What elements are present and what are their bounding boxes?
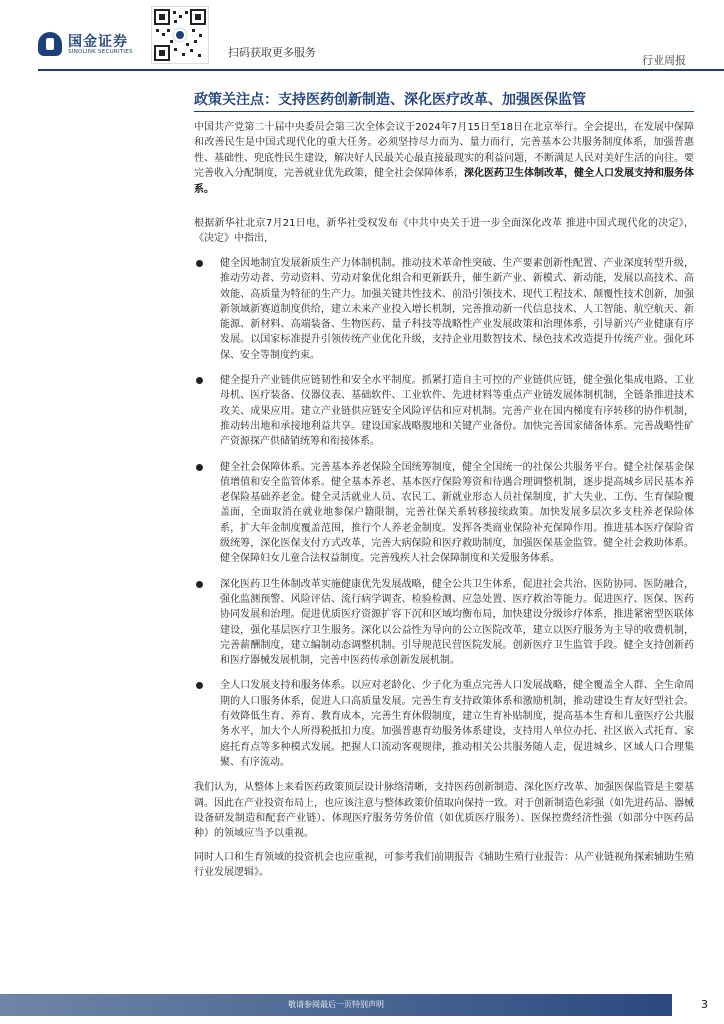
page-header bbox=[0, 0, 724, 72]
page-footer bbox=[0, 994, 724, 1024]
list-item: 健全提升产业链供应链韧性和安全水平制度。抓紧打造自主可控的产业链供应链，健全强化集成电路、工业母机、医疗装备、仪器仪表、基础软件、工业软件、先进材料等重点产业链发展体制机制，全链条推进技术攻关、成果应用。建立产业链供应链安全风险评估和应对机制。完善产业在国内梯度有序转移的协作机制，推动转出地和承接地利益共享。建设国家战略腹地和关键产业备份。加快完善国家储备体系。完善战略性矿产资源探产供储销统筹和衔接体系。 bbox=[194, 373, 694, 449]
intro-emphasis: 深化医药卫生体制改革，健全人口发展支持和服务体系。 bbox=[194, 168, 694, 195]
source-paragraph: 根据新华社北京7月21日电，新华社受权发布《中共中央关于进一步全面深化改革 推进中国式现代化的决定》，《决定》中指出， bbox=[194, 218, 694, 245]
header-divider bbox=[38, 69, 724, 71]
list-item: 健全社会保障体系。完善基本养老保险全国统筹制度，健全全国统一的社保公共服务平台。健全社保基金保值增值和安全监管体系。健全基本养老、基本医疗保险筹资和待遇合理调整机制，逐步提高城乡居民基本养老保险基础养老金。健全灵活就业人员、农民工、新就业形态人员社保制度，扩大失业、工伤、生育保险覆盖面，全面取消在就业地参保户籍限制，完善社保关系转移接续政策。加快发展多层次多支柱养老保险体系，扩大年金制度覆盖范围，推行个人养老金制度。发挥各类商业保险补充保障作用。推进基本医疗保险省级统筹，深化医保支付方式改革，完善大病保险和医疗救助制度，加强医保基金监管。健全社会救助体系。健全保障妇女儿童合法权益制度。完善残疾人社会保障制度和关爱服务体系。 bbox=[194, 460, 694, 567]
qr-code-icon bbox=[151, 6, 209, 64]
list-item: 深化医药卫生体制改革实施健康优先发展战略，健全公共卫生体系，促进社会共治、医防协同、医防融合，强化监测预警、风险评估、流行病学调查、检验检测、应急处置、医疗救治等能力。促进医疗、医保、医药协同发展和治理。促进优质医疗资源扩容下沉和区域均衡布局，加快建设分级诊疗体系，推进紧密型医联体建设，强化基层医疗卫生服务。深化以公益性为导向的公立医院改革，建立以医疗服务为主导的收费机制，完善薪酬制度，建立编制动态调整机制。引导规范民营医院发展。创新医疗卫生监管手段。健全支持创新药和医疗器械发展机制，完善中医药传承创新发展机制。 bbox=[194, 577, 694, 669]
policy-bullet-list bbox=[194, 256, 694, 770]
section-title: 政策关注点：支持医药创新制造、深化医疗改革、加强医保监管 bbox=[194, 92, 586, 108]
list-item: 健全因地制宜发展新质生产力体制机制。推动技术革命性突破、生产要素创新性配置、产业深度转型升级，推动劳动者、劳动资料、劳动对象优化组合和更新跃升，催生新产业、新模式、新动能，发展以高技术、高效能、高质量为特征的生产力。加强关键共性技术、前沿引领技术、现代工程技术、颠覆性技术创新，加强新领域新赛道制度供给，建立未来产业投入增长机制，完善推动新一代信息技术、人工智能、航空航天、新能源、新材料、高端装备、生物医药、量子科技等战略性产业发展政策和治理体系，引导新兴产业健康有序发展。以国家标准提升引领传统产业优化升级，支持企业用数智技术、绿色技术改造提升传统产业。强化环保、安全等制度约束。 bbox=[194, 256, 694, 363]
conclusion-paragraph: 我们认为，从整体上来看医药政策顶层设计脉络清晰，支持医药创新制造、深化医疗改革、加强医保监管是主要基调。因此在产业投资布局上，也应该注意与整体政策价值取向保持一致。对于创新制造色彩强（如先进药品、器械设备研发制造和配套产业链）、体现医疗服务劳务价值（如优质医疗服务）、医保控费经济性强（如部分中医药品种）的领域应当予以重视。 bbox=[194, 782, 694, 840]
intro-text: 中国共产党第二十届中央委员会第三次全体会议于2024年7月15日至18日在北京举行。全会提出，在发展中保障和改善民生是中国式现代化的重大任务。必须坚持尽力而为、量力而行，完善基本公共服务制度体系，加强普惠性、基础性、兜底性民生建设，解决好人民最关心最直接最现实的利益问题，不断满足人民对美好生活的向往。要完善收入分配制度，完善就业优先政策，健全社会保障体系， bbox=[194, 122, 694, 180]
intro-paragraph bbox=[194, 120, 694, 208]
logo-mark-icon bbox=[38, 32, 62, 56]
reference-paragraph: 同时人口和生育领域的投资机会也应重视，可参考我们前期报告《辅助生殖行业报告：从产业链视角探索辅助生殖行业发展逻辑》。 bbox=[194, 851, 694, 879]
title-divider bbox=[194, 111, 694, 112]
disclaimer-notice: 敬请参阅最后一页特别声明 bbox=[288, 1000, 384, 1009]
qr-caption: 扫码获取更多服务 bbox=[228, 46, 316, 59]
page-number: 3 bbox=[701, 998, 708, 1011]
report-type-tag: 行业周报 bbox=[642, 54, 686, 67]
logo-en-text: SINOLINK SECURITIES bbox=[68, 49, 133, 55]
article-body bbox=[194, 120, 694, 881]
list-item: 全人口发展支持和服务体系。以应对老龄化、少子化为重点完善人口发展战略，健全覆盖全人群、全生命周期的人口服务体系，促进人口高质量发展。完善生育支持政策体系和激励机制，推动建设生育友好型社会。有效降低生育、养育、教育成本，完善生育休假制度，建立生育补贴制度，提高基本生育和儿童医疗公共服务水平，加大个人所得税抵扣力度。加强普惠育幼服务体系建设，支持用人单位办托、社区嵌入式托育、家庭托育点等多种模式发展。把握人口流动客观规律，推动相关公共服务随人走，促进城乡、区域人口合理集聚、有序流动。 bbox=[194, 678, 694, 770]
logo-cn-text: 国金证券 bbox=[68, 34, 128, 50]
company-logo bbox=[38, 30, 148, 56]
